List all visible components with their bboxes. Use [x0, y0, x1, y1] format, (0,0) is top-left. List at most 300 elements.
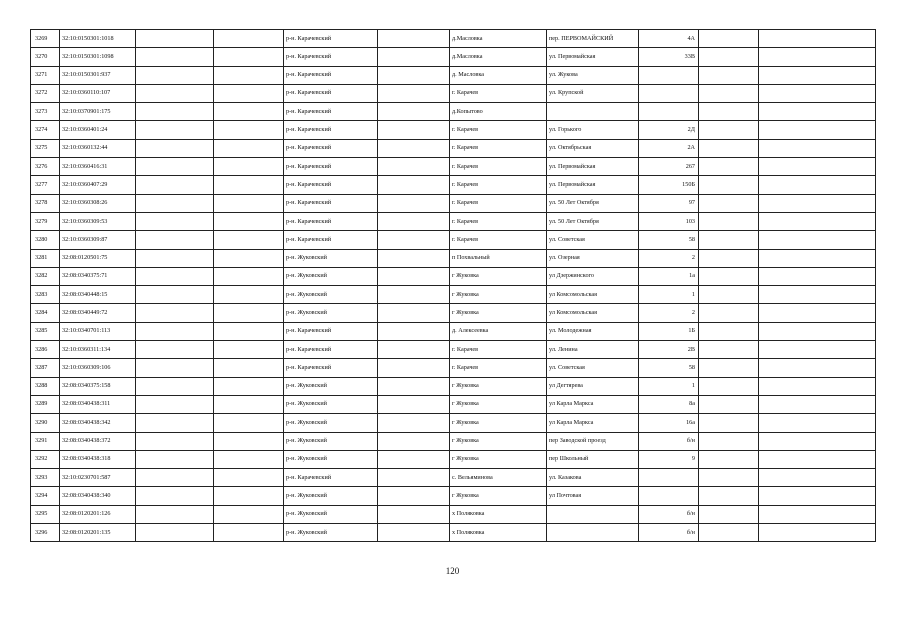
locality-cell: г Жуковка	[450, 450, 547, 468]
district-cell: р-н. Жуковский	[284, 249, 378, 267]
locality-cell: г Жуковка	[450, 286, 547, 304]
empty-cell	[214, 524, 284, 542]
district-cell: р-н. Карачевский	[284, 84, 378, 102]
empty-cell	[699, 121, 759, 139]
house-number-cell: 1а	[639, 267, 699, 285]
row-number-cell: 3295	[31, 505, 60, 523]
empty-cell	[759, 139, 876, 157]
empty-cell	[759, 359, 876, 377]
empty-cell	[214, 286, 284, 304]
cadastral-number-cell: 32:08:0340438:340	[60, 487, 136, 505]
empty-cell	[136, 66, 214, 84]
empty-cell	[378, 432, 450, 450]
page-number: 120	[445, 566, 460, 576]
row-number-cell: 3279	[31, 212, 60, 230]
district-cell: р-н. Карачевский	[284, 30, 378, 48]
empty-cell	[214, 48, 284, 66]
row-number-cell: 3283	[31, 286, 60, 304]
row-number-cell: 3280	[31, 231, 60, 249]
locality-cell: г. Карачев	[450, 176, 547, 194]
cadastral-number-cell: 32:10:0150301:1098	[60, 48, 136, 66]
empty-cell	[136, 121, 214, 139]
empty-cell	[759, 176, 876, 194]
empty-cell	[699, 30, 759, 48]
empty-cell	[378, 505, 450, 523]
empty-cell	[699, 139, 759, 157]
locality-cell: п Похвальный	[450, 249, 547, 267]
table-row	[31, 286, 876, 304]
empty-cell	[378, 304, 450, 322]
empty-cell	[214, 322, 284, 340]
empty-cell	[699, 487, 759, 505]
house-number-cell: 1Б	[639, 322, 699, 340]
empty-cell	[136, 487, 214, 505]
row-number-cell: 3275	[31, 139, 60, 157]
empty-cell	[699, 414, 759, 432]
locality-cell: д.Копытово	[450, 103, 547, 121]
street-cell: ул. Советская	[547, 359, 639, 377]
house-number-cell	[639, 487, 699, 505]
cadastral-number-cell: 32:10:0360416:31	[60, 158, 136, 176]
empty-cell	[214, 158, 284, 176]
district-cell: р-н. Карачевский	[284, 341, 378, 359]
empty-cell	[214, 267, 284, 285]
empty-cell	[699, 212, 759, 230]
empty-cell	[759, 322, 876, 340]
cadastral-number-cell: 32:08:0340438:342	[60, 414, 136, 432]
empty-cell	[699, 84, 759, 102]
locality-cell: х Поляковка	[450, 505, 547, 523]
street-cell: ул Карла Маркса	[547, 414, 639, 432]
street-cell: ул Комсомольская	[547, 304, 639, 322]
cadastral-number-cell: 32:10:0230701:587	[60, 469, 136, 487]
empty-cell	[699, 249, 759, 267]
house-number-cell	[639, 103, 699, 121]
row-number-cell: 3291	[31, 432, 60, 450]
empty-cell	[214, 505, 284, 523]
table-row	[31, 267, 876, 285]
row-number-cell: 3286	[31, 341, 60, 359]
table-row	[31, 322, 876, 340]
district-cell: р-н. Карачевский	[284, 231, 378, 249]
locality-cell: г. Карачев	[450, 139, 547, 157]
locality-cell: г Жуковка	[450, 414, 547, 432]
empty-cell	[136, 231, 214, 249]
empty-cell	[214, 249, 284, 267]
empty-cell	[136, 48, 214, 66]
cadastral-number-cell: 32:08:0340449:72	[60, 304, 136, 322]
empty-cell	[136, 322, 214, 340]
house-number-cell: 2Д	[639, 121, 699, 139]
district-cell: р-н. Карачевский	[284, 158, 378, 176]
table-row	[31, 48, 876, 66]
empty-cell	[759, 377, 876, 395]
district-cell: р-н. Жуковский	[284, 432, 378, 450]
locality-cell: д.Масловка	[450, 48, 547, 66]
table-row	[31, 359, 876, 377]
table-row	[31, 414, 876, 432]
empty-cell	[378, 194, 450, 212]
empty-cell	[378, 341, 450, 359]
street-cell: ул. Ленина	[547, 341, 639, 359]
cadastral-number-cell: 32:10:0360309:53	[60, 212, 136, 230]
empty-cell	[699, 432, 759, 450]
table-row	[31, 84, 876, 102]
table-row	[31, 194, 876, 212]
empty-cell	[136, 249, 214, 267]
empty-cell	[378, 414, 450, 432]
empty-cell	[378, 103, 450, 121]
house-number-cell: 2	[639, 249, 699, 267]
street-cell: ул. Молодежная	[547, 322, 639, 340]
table-row	[31, 450, 876, 468]
row-number-cell: 3293	[31, 469, 60, 487]
house-number-cell: 58	[639, 231, 699, 249]
cadastral-number-cell: 32:08:0120201:135	[60, 524, 136, 542]
empty-cell	[699, 341, 759, 359]
table-row	[31, 341, 876, 359]
row-number-cell: 3296	[31, 524, 60, 542]
empty-cell	[759, 66, 876, 84]
table-row	[31, 377, 876, 395]
empty-cell	[699, 524, 759, 542]
district-cell: р-н. Карачевский	[284, 48, 378, 66]
empty-cell	[759, 450, 876, 468]
empty-cell	[759, 524, 876, 542]
locality-cell: г Жуковка	[450, 267, 547, 285]
cadastral-number-cell: 32:10:0360309:87	[60, 231, 136, 249]
cadastral-number-cell: 32:10:0150301:937	[60, 66, 136, 84]
cadastral-number-cell: 32:10:0150301:1018	[60, 30, 136, 48]
row-number-cell: 3273	[31, 103, 60, 121]
district-cell: р-н. Карачевский	[284, 469, 378, 487]
empty-cell	[699, 66, 759, 84]
cadastral-number-cell: 32:08:0340438:318	[60, 450, 136, 468]
table-row	[31, 176, 876, 194]
house-number-cell: 8а	[639, 395, 699, 413]
cadastral-number-cell: 32:10:0360311:134	[60, 341, 136, 359]
empty-cell	[759, 103, 876, 121]
empty-cell	[136, 286, 214, 304]
row-number-cell: 3294	[31, 487, 60, 505]
district-cell: р-н. Жуковский	[284, 304, 378, 322]
cadastral-number-cell: 32:08:0120201:126	[60, 505, 136, 523]
empty-cell	[699, 176, 759, 194]
street-cell: ул. Жукова	[547, 66, 639, 84]
empty-cell	[378, 267, 450, 285]
table-row	[31, 158, 876, 176]
district-cell: р-н. Карачевский	[284, 121, 378, 139]
empty-cell	[136, 505, 214, 523]
district-cell: р-н. Карачевский	[284, 194, 378, 212]
street-cell	[547, 505, 639, 523]
empty-cell	[378, 158, 450, 176]
empty-cell	[136, 395, 214, 413]
empty-cell	[136, 84, 214, 102]
district-cell: р-н. Карачевский	[284, 139, 378, 157]
row-number-cell: 3272	[31, 84, 60, 102]
empty-cell	[699, 359, 759, 377]
district-cell: р-н. Карачевский	[284, 322, 378, 340]
street-cell: ул. Крупской	[547, 84, 639, 102]
house-number-cell: б/н	[639, 524, 699, 542]
district-cell: р-н. Жуковский	[284, 450, 378, 468]
empty-cell	[699, 267, 759, 285]
empty-cell	[699, 322, 759, 340]
house-number-cell: 150Б	[639, 176, 699, 194]
house-number-cell: 2А	[639, 139, 699, 157]
cadastral-number-cell: 32:08:0340375:71	[60, 267, 136, 285]
empty-cell	[214, 359, 284, 377]
locality-cell: д.Масловка	[450, 30, 547, 48]
empty-cell	[136, 414, 214, 432]
empty-cell	[759, 249, 876, 267]
row-number-cell: 3270	[31, 48, 60, 66]
row-number-cell: 3276	[31, 158, 60, 176]
empty-cell	[214, 121, 284, 139]
house-number-cell: 97	[639, 194, 699, 212]
empty-cell	[214, 103, 284, 121]
row-number-cell: 3277	[31, 176, 60, 194]
empty-cell	[759, 487, 876, 505]
street-cell: ул Дегтярева	[547, 377, 639, 395]
house-number-cell: б/н	[639, 505, 699, 523]
street-cell: ул. Озерная	[547, 249, 639, 267]
cadastral-number-cell: 32:08:0120501:75	[60, 249, 136, 267]
street-cell: ул Карла Маркса	[547, 395, 639, 413]
empty-cell	[378, 249, 450, 267]
locality-cell: г. Карачев	[450, 231, 547, 249]
empty-cell	[378, 524, 450, 542]
empty-cell	[759, 341, 876, 359]
registry-table-body	[31, 30, 876, 542]
empty-cell	[214, 450, 284, 468]
table-row	[31, 231, 876, 249]
empty-cell	[378, 212, 450, 230]
row-number-cell: 3284	[31, 304, 60, 322]
empty-cell	[759, 505, 876, 523]
cadastral-number-cell: 32:10:0360309:106	[60, 359, 136, 377]
empty-cell	[214, 432, 284, 450]
row-number-cell: 3271	[31, 66, 60, 84]
empty-cell	[378, 395, 450, 413]
cadastral-number-cell: 32:10:0360110:107	[60, 84, 136, 102]
empty-cell	[136, 30, 214, 48]
street-cell: ул Почтовая	[547, 487, 639, 505]
locality-cell: г Жуковка	[450, 304, 547, 322]
district-cell: р-н. Карачевский	[284, 212, 378, 230]
row-number-cell: 3278	[31, 194, 60, 212]
row-number-cell: 3287	[31, 359, 60, 377]
empty-cell	[214, 304, 284, 322]
empty-cell	[214, 84, 284, 102]
row-number-cell: 3285	[31, 322, 60, 340]
empty-cell	[699, 158, 759, 176]
empty-cell	[378, 231, 450, 249]
house-number-cell: 1	[639, 286, 699, 304]
district-cell: р-н. Жуковский	[284, 524, 378, 542]
empty-cell	[759, 469, 876, 487]
empty-cell	[699, 231, 759, 249]
empty-cell	[699, 194, 759, 212]
empty-cell	[699, 505, 759, 523]
locality-cell: г. Карачев	[450, 212, 547, 230]
house-number-cell: 16а	[639, 414, 699, 432]
empty-cell	[214, 66, 284, 84]
empty-cell	[136, 524, 214, 542]
house-number-cell: 4А	[639, 30, 699, 48]
empty-cell	[759, 121, 876, 139]
empty-cell	[699, 304, 759, 322]
empty-cell	[136, 194, 214, 212]
locality-cell: г. Карачев	[450, 121, 547, 139]
row-number-cell: 3288	[31, 377, 60, 395]
empty-cell	[699, 48, 759, 66]
empty-cell	[378, 469, 450, 487]
locality-cell: с. Вельяминова	[450, 469, 547, 487]
table-row	[31, 121, 876, 139]
empty-cell	[759, 158, 876, 176]
empty-cell	[378, 30, 450, 48]
cadastral-number-cell: 32:10:0360407:29	[60, 176, 136, 194]
street-cell: ул. Советская	[547, 231, 639, 249]
row-number-cell: 3281	[31, 249, 60, 267]
district-cell: р-н. Жуковский	[284, 286, 378, 304]
street-cell: пер Школьный	[547, 450, 639, 468]
empty-cell	[136, 139, 214, 157]
street-cell: ул. Первомайская	[547, 176, 639, 194]
table-row	[31, 304, 876, 322]
empty-cell	[378, 48, 450, 66]
district-cell: р-н. Жуковский	[284, 377, 378, 395]
house-number-cell: б/н	[639, 432, 699, 450]
empty-cell	[759, 432, 876, 450]
empty-cell	[699, 286, 759, 304]
empty-cell	[214, 487, 284, 505]
empty-cell	[378, 66, 450, 84]
street-cell: ул. Казакова	[547, 469, 639, 487]
empty-cell	[136, 359, 214, 377]
empty-cell	[699, 377, 759, 395]
table-row	[31, 505, 876, 523]
row-number-cell: 3269	[31, 30, 60, 48]
empty-cell	[136, 377, 214, 395]
street-cell	[547, 103, 639, 121]
table-row	[31, 487, 876, 505]
empty-cell	[136, 103, 214, 121]
empty-cell	[136, 432, 214, 450]
house-number-cell: 103	[639, 212, 699, 230]
empty-cell	[136, 304, 214, 322]
district-cell: р-н. Жуковский	[284, 414, 378, 432]
empty-cell	[378, 121, 450, 139]
house-number-cell: 33В	[639, 48, 699, 66]
locality-cell: д. Алексеевка	[450, 322, 547, 340]
empty-cell	[759, 84, 876, 102]
row-number-cell: 3289	[31, 395, 60, 413]
street-cell	[547, 524, 639, 542]
empty-cell	[214, 139, 284, 157]
house-number-cell: 2В	[639, 341, 699, 359]
house-number-cell	[639, 66, 699, 84]
empty-cell	[136, 267, 214, 285]
empty-cell	[378, 377, 450, 395]
empty-cell	[759, 194, 876, 212]
locality-cell: г. Карачев	[450, 194, 547, 212]
house-number-cell: 58	[639, 359, 699, 377]
table-row	[31, 432, 876, 450]
street-cell: ул. Октябрьская	[547, 139, 639, 157]
table-row	[31, 139, 876, 157]
empty-cell	[136, 450, 214, 468]
table-row	[31, 66, 876, 84]
empty-cell	[136, 212, 214, 230]
locality-cell: г. Карачев	[450, 359, 547, 377]
table-row	[31, 103, 876, 121]
empty-cell	[136, 158, 214, 176]
cadastral-number-cell: 32:08:0340375:158	[60, 377, 136, 395]
table-row	[31, 524, 876, 542]
cadastral-number-cell: 32:10:0360132:44	[60, 139, 136, 157]
empty-cell	[214, 194, 284, 212]
empty-cell	[378, 450, 450, 468]
empty-cell	[759, 212, 876, 230]
empty-cell	[378, 139, 450, 157]
street-cell: ул Комсомольская	[547, 286, 639, 304]
street-cell: ул. Горького	[547, 121, 639, 139]
street-cell: пер. ПЕРВОМАЙСКИЙ	[547, 30, 639, 48]
empty-cell	[759, 304, 876, 322]
empty-cell	[759, 395, 876, 413]
row-number-cell: 3290	[31, 414, 60, 432]
empty-cell	[759, 48, 876, 66]
empty-cell	[214, 469, 284, 487]
table-row	[31, 30, 876, 48]
cadastral-number-cell: 32:08:0340438:372	[60, 432, 136, 450]
empty-cell	[214, 176, 284, 194]
empty-cell	[136, 469, 214, 487]
empty-cell	[214, 231, 284, 249]
locality-cell: д. Масловка	[450, 66, 547, 84]
street-cell: ул. 50 Лет Октября	[547, 212, 639, 230]
empty-cell	[214, 30, 284, 48]
house-number-cell	[639, 469, 699, 487]
cadastral-number-cell: 32:10:0360308:26	[60, 194, 136, 212]
house-number-cell: 1	[639, 377, 699, 395]
house-number-cell: 2	[639, 304, 699, 322]
empty-cell	[759, 267, 876, 285]
locality-cell: г. Карачев	[450, 341, 547, 359]
empty-cell	[759, 30, 876, 48]
locality-cell: г Жуковка	[450, 432, 547, 450]
empty-cell	[214, 377, 284, 395]
table-row	[31, 249, 876, 267]
cadastral-number-cell: 32:10:0360401:24	[60, 121, 136, 139]
empty-cell	[378, 359, 450, 377]
street-cell: ул. 50 Лет Октября	[547, 194, 639, 212]
empty-cell	[378, 176, 450, 194]
street-cell: ул. Первомайская	[547, 158, 639, 176]
locality-cell: г Жуковка	[450, 377, 547, 395]
empty-cell	[699, 469, 759, 487]
empty-cell	[378, 286, 450, 304]
cadastral-number-cell: 32:10:0340701:113	[60, 322, 136, 340]
table-row	[31, 395, 876, 413]
table-row	[31, 212, 876, 230]
empty-cell	[759, 414, 876, 432]
empty-cell	[214, 341, 284, 359]
registry-table	[30, 29, 876, 542]
